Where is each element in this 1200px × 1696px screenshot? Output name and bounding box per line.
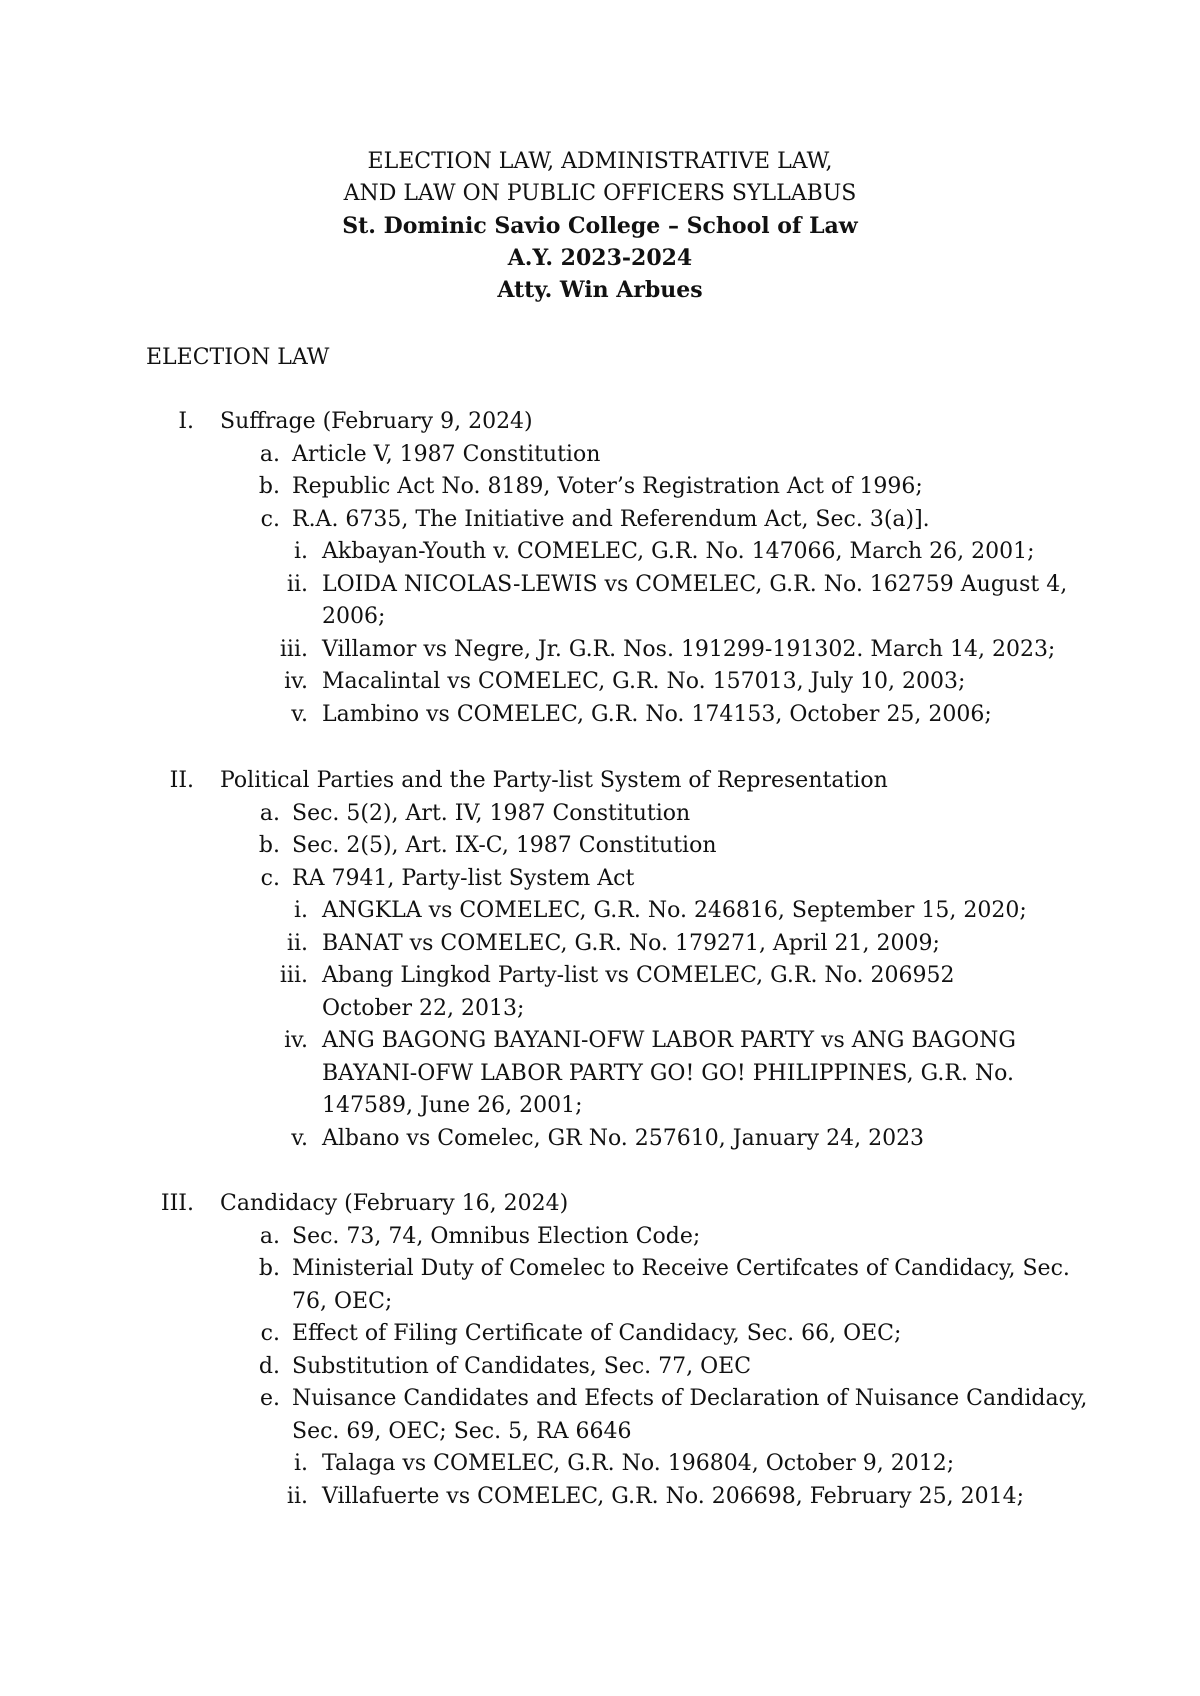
case-text: Lambino vs COMELEC, G.R. No. 174153, October 25, 2006; — [322, 701, 992, 727]
list-item — [0, 1253, 1200, 1318]
case-text: Akbayan-Youth v. COMELEC, G.R. No. 147066, March 26, 2001; — [322, 539, 1035, 564]
case-text: Talaga vs COMELEC, G.R. No. 196804, October 9, 2012; — [322, 1451, 955, 1476]
case-item — [0, 666, 1200, 699]
title-line-2: AND LAW ON PUBLIC OFFICERS SYLLABUS — [343, 181, 857, 206]
topic-number: II. — [169, 768, 194, 793]
topic-number: III. — [160, 1191, 194, 1216]
case-item — [0, 895, 1200, 928]
item-text: Sec. 73, 74, Omnibus Election Code; — [292, 1223, 701, 1249]
item-text: R.A. 6735, The Initiative and Referendum Act, Sec. 3(a)]. — [292, 506, 930, 532]
case-numeral: i. — [293, 1451, 308, 1476]
case-numeral: ii. — [286, 1483, 308, 1509]
case-text: ANG BAGONG BAYANI-OFW LABOR PARTY vs ANG BAGONG BAYANI-OFW LABOR PARTY GO! GO! PHILIPPINES, G.R. No. 147589, June 26, 2001; — [322, 1028, 1016, 1118]
school-name: St. Dominic Savio College – School of Law — [342, 213, 858, 239]
item-letter: b. — [258, 1256, 280, 1281]
case-numeral: i. — [293, 539, 308, 564]
instructor-name: Atty. Win Arbues — [497, 277, 703, 303]
case-text: Macalintal vs COMELEC, G.R. No. 157013, July 10, 2003; — [322, 669, 966, 694]
item-text: Substitution of Candidates, Sec. 77, OEC — [292, 1353, 752, 1379]
case-item — [0, 1481, 1200, 1514]
document-header — [0, 146, 1200, 306]
item-text: Republic Act No. 8189, Voter’s Registration Act of 1996; — [292, 474, 923, 499]
case-item — [0, 699, 1200, 732]
list-item — [0, 830, 1200, 863]
item-text: Sec. 2(5), Art. IX-C, 1987 Constitution — [292, 833, 717, 858]
title-line-1: ELECTION LAW, ADMINISTRATIVE LAW, — [367, 149, 833, 174]
item-letter: c. — [260, 1321, 280, 1346]
item-letter: a. — [259, 800, 280, 826]
topic-title: Suffrage (February 9, 2024) — [220, 409, 533, 434]
list-item — [0, 1351, 1200, 1384]
topic-2 — [0, 765, 1200, 1155]
case-item — [0, 960, 1200, 1025]
item-letter: d. — [258, 1353, 280, 1379]
case-numeral: iii. — [279, 963, 308, 988]
item-text: Nuisance Candidates and Efects of Declaration of Nuisance Candidacy, Sec. 69, OEC; Sec. 5, RA 6646 — [292, 1386, 1088, 1444]
academic-year: A.Y. 2023-2024 — [507, 245, 693, 271]
list-item — [0, 439, 1200, 472]
case-item — [0, 634, 1200, 667]
topic-heading — [0, 765, 1200, 798]
list-item — [0, 471, 1200, 504]
item-letter: b. — [258, 474, 280, 499]
list-item — [0, 1221, 1200, 1254]
case-text: ANGKLA vs COMELEC, G.R. No. 246816, September 15, 2020; — [322, 898, 1027, 923]
case-numeral: i. — [293, 898, 308, 923]
item-text: Article V, 1987 Constitution — [292, 441, 601, 467]
item-letter: e. — [259, 1386, 280, 1411]
item-letter: a. — [259, 441, 280, 467]
case-text: BANAT vs COMELEC, G.R. No. 179271, April 21, 2009; — [322, 930, 940, 956]
list-item — [0, 798, 1200, 831]
case-numeral: iii. — [279, 636, 308, 662]
case-text: Villafuerte vs COMELEC, G.R. No. 206698, February 25, 2014; — [322, 1483, 1024, 1509]
case-item — [0, 1448, 1200, 1481]
topic-number: I. — [178, 409, 194, 434]
list-item — [0, 1383, 1200, 1448]
topic-heading — [0, 1188, 1200, 1221]
case-text: Albano vs Comelec, GR No. 257610, January 24, 2023 — [322, 1125, 925, 1151]
case-numeral: ii. — [286, 571, 308, 597]
topic-title: Candidacy (February 16, 2024) — [220, 1191, 569, 1216]
list-item — [0, 504, 1200, 537]
case-numeral: v. — [291, 1125, 308, 1151]
item-letter: c. — [260, 865, 280, 891]
topic-1 — [0, 406, 1200, 731]
topic-heading — [0, 406, 1200, 439]
case-item — [0, 928, 1200, 961]
item-text: RA 7941, Party-list System Act — [292, 865, 635, 891]
list-item — [0, 863, 1200, 896]
topic-3 — [0, 1188, 1200, 1513]
case-text: Villamor vs Negre, Jr. G.R. Nos. 191299-191302. March 14, 2023; — [322, 636, 1056, 662]
item-letter: c. — [260, 506, 280, 532]
case-numeral: v. — [291, 701, 308, 727]
list-item — [0, 1318, 1200, 1351]
case-item — [0, 1123, 1200, 1156]
item-letter: a. — [259, 1223, 280, 1249]
case-numeral: iv. — [284, 669, 308, 694]
case-numeral: iv. — [284, 1028, 308, 1053]
case-item — [0, 569, 1200, 634]
item-text: Effect of Filing Certificate of Candidacy, Sec. 66, OEC; — [292, 1321, 902, 1346]
case-numeral: ii. — [286, 930, 308, 956]
case-item — [0, 536, 1200, 569]
case-item — [0, 1025, 1200, 1123]
topic-title: Political Parties and the Party-list System of Representation — [220, 768, 888, 793]
item-text: Ministerial Duty of Comelec to Receive Certifcates of Candidacy, Sec. 76, OEC; — [292, 1256, 1070, 1314]
item-letter: b. — [258, 833, 280, 858]
item-text: Sec. 5(2), Art. IV, 1987 Constitution — [292, 800, 691, 826]
case-text: LOIDA NICOLAS-LEWIS vs COMELEC, G.R. No. 162759 August 4, 2006; — [322, 571, 1068, 629]
case-text: Abang Lingkod Party-list vs COMELEC, G.R. No. 206952 October 22, 2013; — [322, 963, 955, 1021]
section-title: ELECTION LAW — [146, 345, 330, 370]
